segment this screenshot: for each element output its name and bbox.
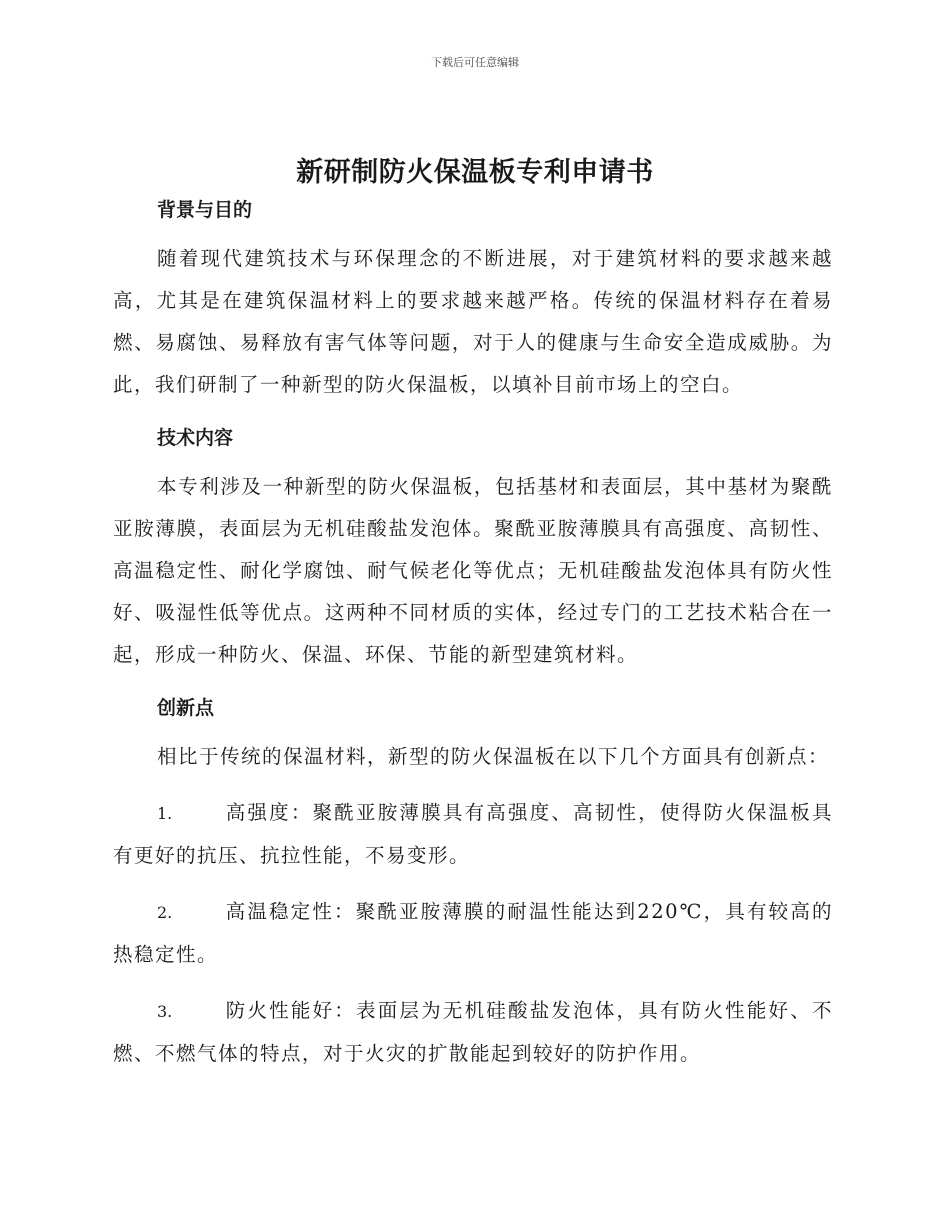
list-item-number: 3. xyxy=(157,1002,173,1021)
list-item xyxy=(113,792,833,877)
list-item-text: 高温稳定性：聚酰亚胺薄膜的耐温性能达到220℃，具有较高的热稳定性。 xyxy=(113,900,833,966)
document-body xyxy=(113,192,833,1075)
list-item xyxy=(113,990,833,1075)
list-item xyxy=(113,891,833,976)
section-heading-innovation: 创新点 xyxy=(157,697,215,719)
list-item-text: 防火性能好：表面层为无机硅酸盐发泡体，具有防火性能好、不燃、不燃气体的特点，对于火灾的扩散能起到较好的防护作用。 xyxy=(113,999,833,1065)
list-item-text: 高强度：聚酰亚胺薄膜具有高强度、高韧性，使得防火保温板具有更好的抗压、抗拉性能，不易变形。 xyxy=(113,801,833,867)
list-item-number: 1. xyxy=(157,804,173,823)
section-heading-background: 背景与目的 xyxy=(157,199,253,221)
header-note: 下载后可任意编辑 xyxy=(431,56,519,69)
section-heading-technical: 技术内容 xyxy=(157,427,234,449)
section-paragraph-innovation: 相比于传统的保温材料，新型的防火保温板在以下几个方面具有创新点： xyxy=(157,745,830,768)
document-title: 新研制防火保温板专利申请书 xyxy=(296,157,654,188)
section-paragraph-background: 随着现代建筑技术与环保理念的不断进展，对于建筑材料的要求越来越高，尤其是在建筑保温材料上的要求越来越严格。传统的保温材料存在着易燃、易腐蚀、易释放有害气体等问题，对于人的健康与生命安全造成威胁。为此，我们研制了一种新型的防火保温板，以填补目前市场上的空白。 xyxy=(113,247,833,396)
list-item-number: 2. xyxy=(157,903,173,922)
section-paragraph-technical: 本专利涉及一种新型的防火保温板，包括基材和表面层，其中基材为聚酰亚胺薄膜，表面层为无机硅酸盐发泡体。聚酰亚胺薄膜具有高强度、高韧性、高温稳定性、耐化学腐蚀、耐气候老化等优点；无机硅酸盐发泡体具有防火性好、吸湿性低等优点。这两种不同材质的实体，经过专门的工艺技术粘合在一起，形成一种防火、保温、环保、节能的新型建筑材料。 xyxy=(113,475,833,666)
